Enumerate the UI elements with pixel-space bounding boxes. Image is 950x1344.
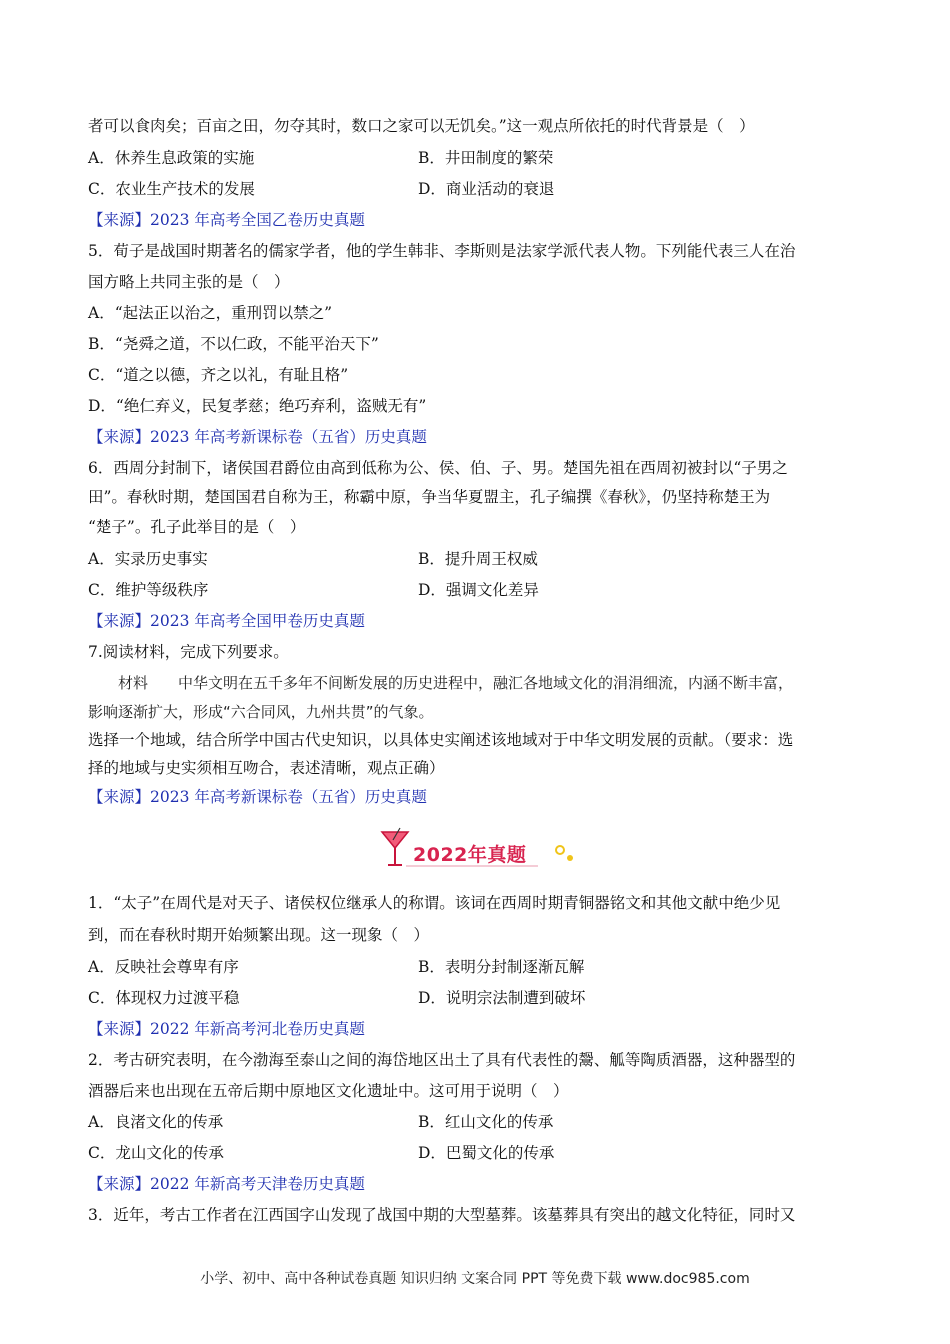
q6-stem-2: 田”。春秋时期，楚国国君自称为王，称霸中原，争当华夏盟主，孔子编撰《春秋》，仍坚持称楚王为 bbox=[88, 488, 771, 506]
q5-option-a: A．“起法正以治之，重刑罚以禁之” bbox=[88, 304, 333, 322]
question-4-stem-end: 者可以食肉矣；百亩之田，勿夺其时，数口之家可以无饥矣。”这一观点所依托的时代背景是（ ） bbox=[88, 117, 755, 135]
q5-option-b: B．“尧舜之道，不以仁政，不能平治天下” bbox=[88, 335, 379, 353]
r1-stem-1: 1．“太子”在周代是对天子、诸侯权位继承人的称谓。该词在西周时期青铜器铭文和其他文献中绝少见 bbox=[88, 894, 781, 912]
page-footer: 小学、初中、高中各种试卷真题 知识归纳 文案合同 PPT 等免费下载 www.doc985.com bbox=[200, 1271, 750, 1287]
q5-option-c: C．“道之以德，齐之以礼，有耻且格” bbox=[88, 366, 349, 384]
r1-option-d: D．说明宗法制遭到破坏 bbox=[418, 989, 586, 1007]
r2-stem-1: 2．考古研究表明，在今渤海至泰山之间的海岱地区出土了具有代表性的鬶、觚等陶质酒器，这种器型的 bbox=[88, 1051, 796, 1069]
q6-stem-1: 6．西周分封制下，诸侯国君爵位由高到低称为公、侯、伯、子、男。楚国先祖在西周初被封以“子男之 bbox=[88, 459, 788, 477]
r3-stem-1: 3．近年，考古工作者在江西国字山发现了战国中期的大型墓葬。该墓葬具有突出的越文化特征，同时又 bbox=[88, 1206, 796, 1224]
q6-source: 【来源】2023 年高考全国甲卷历史真题 bbox=[88, 612, 365, 630]
q6-option-a: A．实录历史事实 bbox=[88, 550, 208, 568]
r1-option-b: B．表明分封制逐渐瓦解 bbox=[418, 958, 585, 976]
q4-option-b: B．井田制度的繁荣 bbox=[418, 149, 554, 167]
q7-task-2: 择的地域与史实须相互吻合，表述清晰，观点正确） bbox=[88, 759, 445, 777]
r2-stem-2: 酒器后来也出现在五帝后期中原地区文化遗址中。这可用于说明（ ） bbox=[88, 1082, 569, 1100]
q6-option-b: B．提升周王权威 bbox=[418, 550, 538, 568]
q5-stem-1: 5．荀子是战国时期著名的儒家学者，他的学生韩非、李斯则是法家学派代表人物。下列能代表三人在治 bbox=[88, 242, 796, 260]
r1-stem-2: 到，而在春秋时期开始频繁出现。这一现象（ ） bbox=[88, 926, 430, 944]
r2-source: 【来源】2022 年新高考天津卷历史真题 bbox=[88, 1175, 365, 1193]
q5-option-d: D．“绝仁弃义，民复孝慈；绝巧弃利，盗贼无有” bbox=[88, 397, 427, 415]
q7-source: 【来源】2023 年高考新课标卷（五省）历史真题 bbox=[88, 788, 427, 806]
q5-stem-2: 国方略上共同主张的是（ ） bbox=[88, 273, 290, 291]
r2-option-a: A．良渚文化的传承 bbox=[88, 1113, 224, 1131]
r2-option-b: B．红山文化的传承 bbox=[418, 1113, 554, 1131]
q4-option-c: C．农业生产技术的发展 bbox=[88, 180, 255, 198]
r2-option-d: D．巴蜀文化的传承 bbox=[418, 1144, 555, 1162]
q4-option-d: D．商业活动的衰退 bbox=[418, 180, 555, 198]
q7-material-2: 影响逐渐扩大，形成“六合同风，九州共贯”的气象。 bbox=[88, 703, 434, 721]
r2-option-c: C．龙山文化的传承 bbox=[88, 1144, 224, 1162]
q6-option-c: C．维护等级秩序 bbox=[88, 581, 209, 599]
q7-prompt: 7.阅读材料，完成下列要求。 bbox=[88, 643, 289, 661]
q4-source: 【来源】2023 年高考全国乙卷历史真题 bbox=[88, 211, 365, 229]
q7-task-1: 选择一个地域，结合所学中国古代史知识，以具体史实阐述该地域对于中华文明发展的贡献。（要求：选 bbox=[88, 731, 794, 749]
q6-stem-3: “楚子”。孔子此举目的是（ ） bbox=[88, 518, 306, 536]
q6-option-d: D．强调文化差异 bbox=[418, 581, 539, 599]
cocktail-icon bbox=[382, 828, 408, 865]
r1-option-a: A．反映社会尊卑有序 bbox=[88, 958, 239, 976]
q7-material-1: 材料 中华文明在五千多年不间断发展的历史进程中，融汇各地域文化的涓涓细流，内涵不断丰富， bbox=[118, 674, 794, 692]
q5-source: 【来源】2023 年高考新课标卷（五省）历史真题 bbox=[88, 428, 427, 446]
section-title: 2022年真题 bbox=[413, 844, 527, 866]
r1-source: 【来源】2022 年新高考河北卷历史真题 bbox=[88, 1020, 365, 1038]
r1-option-c: C．体现权力过渡平稳 bbox=[88, 989, 240, 1007]
q4-option-a: A．休养生息政策的实施 bbox=[88, 149, 255, 167]
